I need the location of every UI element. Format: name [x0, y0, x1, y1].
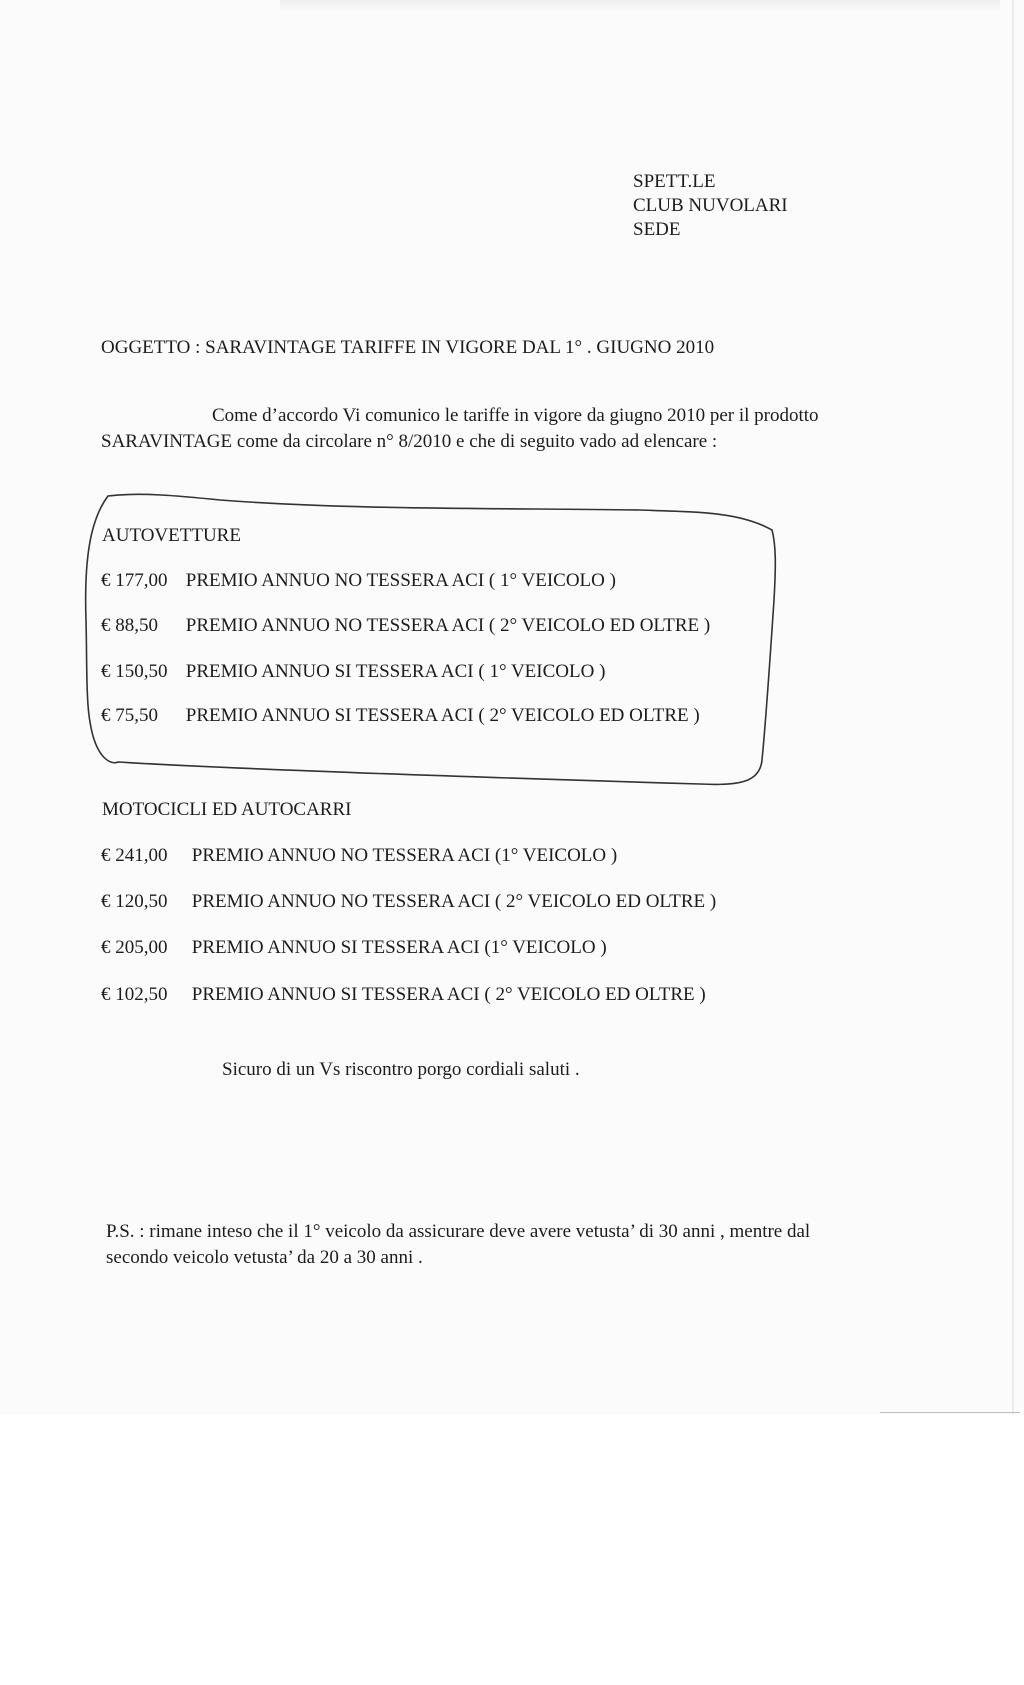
motocicli-row-1-amount: € 241,00	[101, 845, 168, 866]
closing-line: Sicuro di un Vs riscontro porgo cordiali saluti .	[222, 1059, 580, 1080]
motocicli-row-2-amount: € 120,50	[101, 891, 168, 912]
motocicli-row-1-desc: PREMIO ANNUO NO TESSERA ACI (1° VEICOLO )	[191, 845, 618, 866]
subject-line: OGGETTO : SARAVINTAGE TARIFFE IN VIGORE DAL 1° . GIUGNO 2010	[101, 337, 715, 358]
motocicli-row-4-desc: PREMIO ANNUO SI TESSERA ACI ( 2° VEICOLO ED OLTRE )	[191, 984, 706, 1005]
recipient-line-2: CLUB NUVOLARI	[633, 195, 788, 216]
autovetture-row-1-desc: PREMIO ANNUO NO TESSERA ACI ( 1° VEICOLO )	[185, 570, 616, 591]
autovetture-row-3-desc: PREMIO ANNUO SI TESSERA ACI ( 1° VEICOLO )	[185, 661, 606, 682]
motocicli-row-4	[101, 984, 706, 1006]
motocicli-row-4-amount: € 102,50	[101, 984, 168, 1005]
autovetture-row-4-amount: € 75,50	[101, 705, 158, 726]
autovetture-row-3	[101, 661, 605, 683]
autovetture-row-3-amount: € 150,50	[101, 661, 168, 682]
motocicli-row-3-desc: PREMIO ANNUO SI TESSERA ACI (1° VEICOLO )	[191, 937, 607, 958]
motocicli-row-1	[101, 845, 617, 867]
autovetture-row-2-desc: PREMIO ANNUO NO TESSERA ACI ( 2° VEICOLO ED OLTRE )	[185, 615, 711, 636]
motocicli-row-3	[101, 937, 607, 959]
scan-bottom-line	[880, 1412, 1020, 1413]
recipient-line-1: SPETT.LE	[633, 171, 716, 192]
autovetture-row-2-amount: € 88,50	[101, 615, 158, 636]
autovetture-row-2	[101, 615, 710, 637]
motocicli-row-3-amount: € 205,00	[101, 937, 168, 958]
autovetture-heading: AUTOVETTURE	[102, 525, 241, 546]
motocicli-heading: MOTOCICLI ED AUTOCARRI	[102, 799, 352, 820]
autovetture-row-1-amount: € 177,00	[101, 570, 168, 591]
recipient-line-3: SEDE	[633, 219, 681, 240]
motocicli-row-2	[101, 891, 716, 913]
autovetture-row-4-desc: PREMIO ANNUO SI TESSERA ACI ( 2° VEICOLO ED OLTRE )	[185, 705, 700, 726]
autovetture-row-1	[101, 570, 616, 592]
ps-line-1: P.S. : rimane inteso che il 1° veicolo da assicurare deve avere vetusta’ di 30 anni , mentre dal	[106, 1221, 811, 1242]
intro-line-2: SARAVINTAGE come da circolare n° 8/2010 e che di seguito vado ad elencare :	[101, 431, 718, 452]
motocicli-row-2-desc: PREMIO ANNUO NO TESSERA ACI ( 2° VEICOLO ED OLTRE )	[191, 891, 717, 912]
scan-edge-right	[1012, 0, 1014, 1415]
intro-line-1: Come d’accordo Vi comunico le tariffe in vigore da giugno 2010 per il prodotto	[212, 405, 819, 426]
ps-line-2: secondo veicolo vetusta’ da 20 a 30 anni .	[106, 1247, 423, 1268]
autovetture-row-4	[101, 705, 700, 727]
scan-shadow-top	[280, 0, 1000, 12]
